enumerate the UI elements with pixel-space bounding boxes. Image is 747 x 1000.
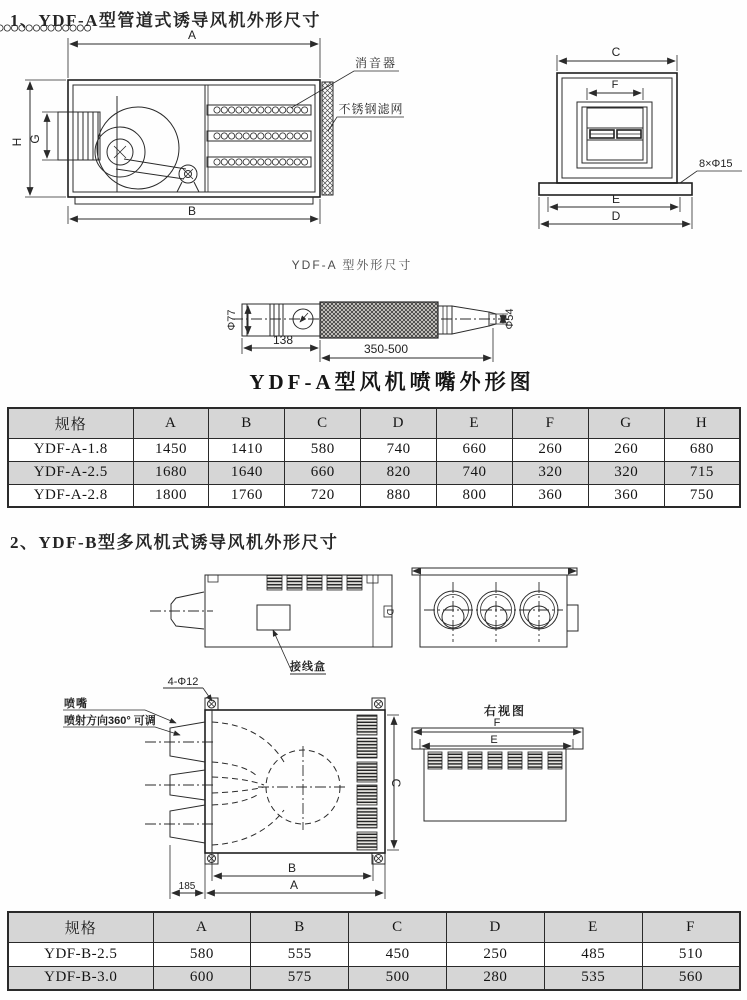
muffler-callout: 消音器 xyxy=(354,56,398,70)
spec-cell: YDF-B-3.0 xyxy=(8,966,153,990)
dim-g-label: G xyxy=(28,134,42,144)
dim-d-label: D xyxy=(385,608,395,616)
dim-d-label: D xyxy=(611,209,621,223)
dim-c-label: C xyxy=(611,45,621,59)
value-cell: 720 xyxy=(285,484,361,507)
spec-cell: YDF-A-2.5 xyxy=(8,461,133,484)
col-header: F xyxy=(512,408,588,438)
ydf-b-front-view xyxy=(63,676,403,899)
col-header: D xyxy=(361,408,437,438)
table-row xyxy=(8,966,740,990)
value-cell: 800 xyxy=(437,484,513,507)
value-cell: 260 xyxy=(588,438,664,461)
value-cell: 820 xyxy=(361,461,437,484)
spec-cell: YDF-A-2.8 xyxy=(8,484,133,507)
col-header: C xyxy=(285,408,361,438)
value-cell: 1680 xyxy=(133,461,209,484)
dia-right-label: Φ54 xyxy=(504,308,516,330)
col-header: G xyxy=(588,408,664,438)
value-cell: 660 xyxy=(437,438,513,461)
dia-left-label: Φ77 xyxy=(226,309,238,331)
spec-cell: YDF-B-2.5 xyxy=(8,942,153,966)
value-cell: 320 xyxy=(512,461,588,484)
dim-e-label: E xyxy=(490,734,498,746)
value-cell: 1410 xyxy=(209,438,285,461)
value-cell: 600 xyxy=(153,966,251,990)
dim-e-label: E xyxy=(611,192,621,206)
value-cell: 575 xyxy=(251,966,349,990)
value-cell: 740 xyxy=(437,461,513,484)
col-header: B xyxy=(251,912,349,942)
value-cell: 360 xyxy=(588,484,664,507)
dim-b-label: B xyxy=(287,861,297,875)
col-header: 规格 xyxy=(8,912,153,942)
value-cell: 260 xyxy=(512,438,588,461)
ydf-b-spec-table xyxy=(7,911,741,991)
col-header: B xyxy=(209,408,285,438)
direction-callout: 喷射方向360° 可调 xyxy=(64,715,156,727)
value-cell: 680 xyxy=(664,438,740,461)
value-cell: 485 xyxy=(544,942,642,966)
dim-f-label: F xyxy=(493,717,501,729)
table-header-row xyxy=(8,408,740,438)
caption-ydf-a-nozzle: YDF-A型风机喷嘴外形图 xyxy=(249,370,535,394)
col-header: A xyxy=(133,408,209,438)
table-row xyxy=(8,461,740,484)
value-cell: 1800 xyxy=(133,484,209,507)
table-row xyxy=(8,438,740,461)
caption-ydf-a-outline: YDF-A 型外形尺寸 xyxy=(291,258,413,272)
filter-strip xyxy=(322,82,333,195)
value-cell: 280 xyxy=(446,966,544,990)
value-cell: 320 xyxy=(588,461,664,484)
value-cell: 510 xyxy=(642,942,740,966)
ydf-a-front-and-side-view-drawing xyxy=(0,28,747,260)
offset-dim-label: 185 xyxy=(178,881,196,892)
holes-callout: 8×Φ15 xyxy=(699,158,733,170)
value-cell: 750 xyxy=(664,484,740,507)
value-cell: 660 xyxy=(285,461,361,484)
col-header: 规格 xyxy=(8,408,133,438)
holes-callout: 4-Φ12 xyxy=(167,676,199,688)
col-header: F xyxy=(642,912,740,942)
spec-cell: YDF-A-1.8 xyxy=(8,438,133,461)
len-body-label: 138 xyxy=(272,333,294,347)
col-header: A xyxy=(153,912,251,942)
ydf-a-spec-table xyxy=(7,407,741,508)
value-cell: 740 xyxy=(361,438,437,461)
flexible-hose xyxy=(320,302,438,338)
value-cell: 555 xyxy=(251,942,349,966)
table-row xyxy=(8,942,740,966)
value-cell: 1450 xyxy=(133,438,209,461)
ydf-b-drawings xyxy=(0,558,747,906)
junction-box-callout: 接线盒 xyxy=(290,661,326,673)
table-row xyxy=(8,484,740,507)
value-cell: 715 xyxy=(664,461,740,484)
ydf-b-top-view xyxy=(150,575,395,674)
value-cell: 580 xyxy=(153,942,251,966)
col-header: E xyxy=(437,408,513,438)
value-cell: 535 xyxy=(544,966,642,990)
value-cell: 360 xyxy=(512,484,588,507)
col-header: H xyxy=(664,408,740,438)
value-cell: 500 xyxy=(349,966,447,990)
table-header-row xyxy=(8,912,740,942)
dim-f-label: F xyxy=(611,79,619,91)
value-cell: 450 xyxy=(349,942,447,966)
dim-c-label: C xyxy=(389,778,403,788)
ydf-a-nozzle-drawing xyxy=(0,280,747,375)
nozzle-callout: 喷嘴 xyxy=(64,698,88,710)
dim-a-label: A xyxy=(187,28,197,42)
section1-title: 1、YDF-A型管道式诱导风机外形尺寸 xyxy=(10,11,321,30)
ydf-b-right-view xyxy=(412,703,583,821)
value-cell: 580 xyxy=(285,438,361,461)
col-header: D xyxy=(446,912,544,942)
ydf-b-fan-top-view xyxy=(412,568,578,648)
filter-callout: 不锈钢滤网 xyxy=(338,102,404,116)
dim-h-label: H xyxy=(10,137,24,147)
dim-b-label: B xyxy=(187,204,197,218)
value-cell: 880 xyxy=(361,484,437,507)
len-hose-label: 350-500 xyxy=(363,342,409,356)
value-cell: 560 xyxy=(642,966,740,990)
value-cell: 1760 xyxy=(209,484,285,507)
dim-a-label: A xyxy=(289,878,299,892)
value-cell: 1640 xyxy=(209,461,285,484)
col-header: C xyxy=(349,912,447,942)
value-cell: 250 xyxy=(446,942,544,966)
right-view-title: 右视图 xyxy=(483,704,527,718)
col-header: E xyxy=(544,912,642,942)
section2-title: 2、YDF-B型多风机式诱导风机外形尺寸 xyxy=(10,533,339,552)
